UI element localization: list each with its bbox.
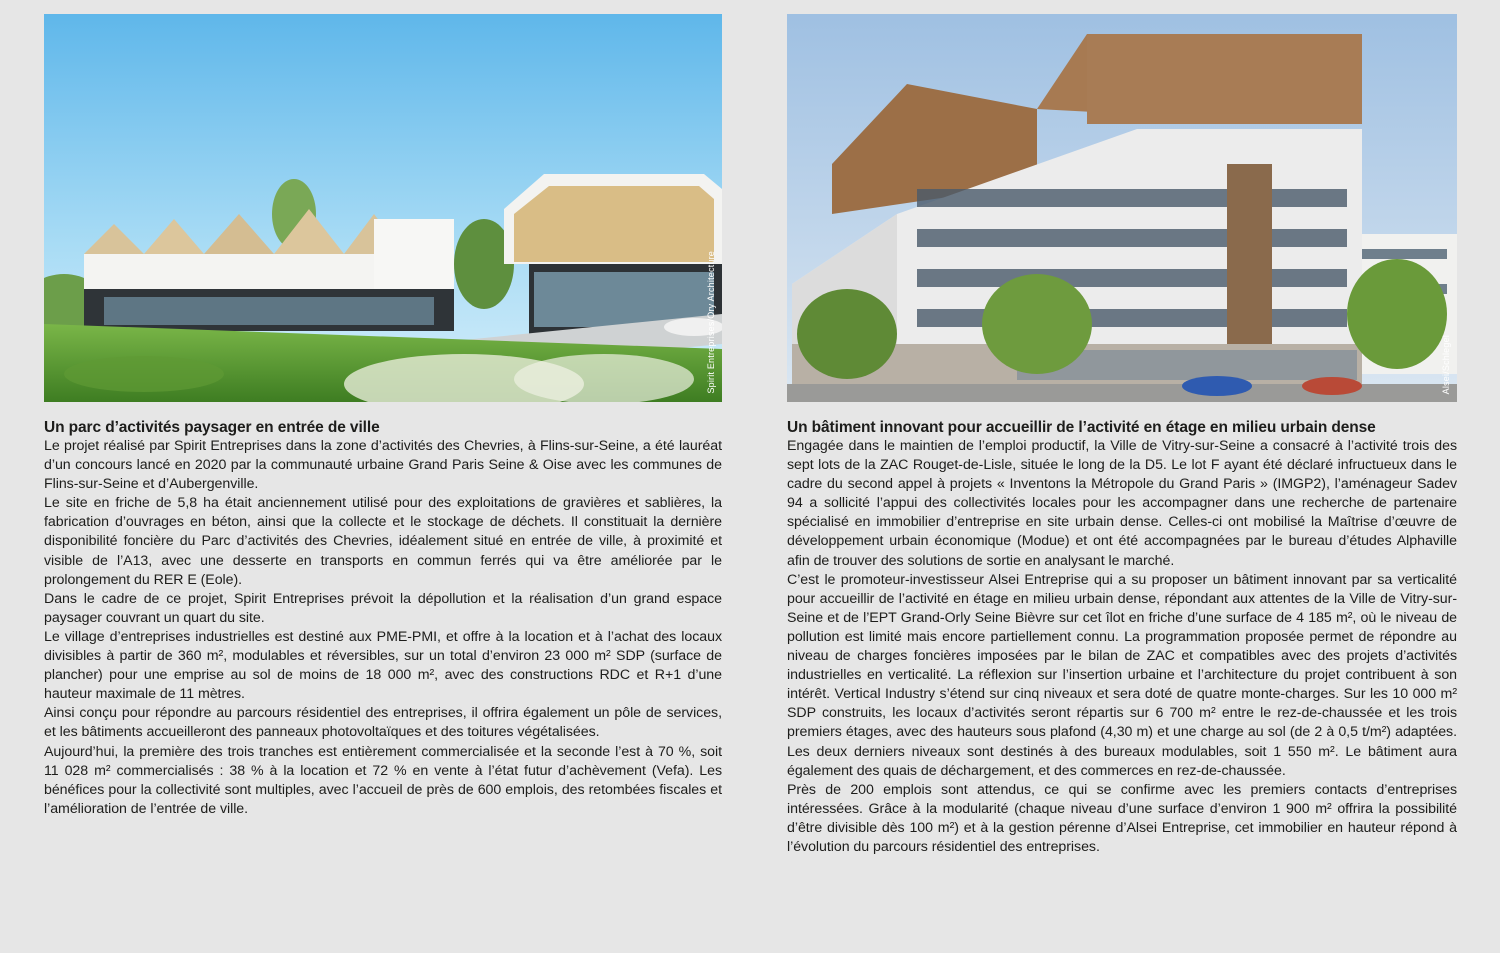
right-article — [787, 14, 1457, 857]
photo-credit: Spirit Entreprises/Ory Architecture — [706, 251, 716, 394]
vertical-industry-rendering — [787, 14, 1457, 402]
article-title: Un parc d’activités paysager en entrée de ville — [44, 419, 380, 436]
paragraph: Le projet réalisé par Spirit Entreprises dans la zone d’activités des Chevries, à Flins-sur-Seine, a été lauréat d’un concours lancé en 2020 par la communauté urbaine Grand Paris Seine & Oise avec les communes de Flins-sur-Seine et d’Aubergenville. — [44, 438, 722, 493]
business-park-rendering — [44, 14, 722, 402]
urban-building-illustration — [787, 14, 1457, 402]
paragraph: Dans le cadre de ce projet, Spirit Entreprises prévoit la dépollution et la réalisation d’un grand espace paysager couvrant un quart du site. — [44, 590, 722, 626]
article-title: Un bâtiment innovant pour accueillir de l’activité en étage en milieu urbain dense — [787, 419, 1376, 436]
paragraph: C’est le promoteur-investisseur Alsei Entreprise qui a su proposer un bâtiment innovant par sa verticalité pour accueillir de l’activité en étage en milieu urbain dense, répondant aux attentes de la Ville de Vitry-sur-Seine et de l’EPT Grand-Orly Seine Bièvre sur cet îlot en friche d’une surface de 4 185 m², où le niveau de pollution est limité mais encore partiellement connu. La programmation proposée permet de répondre au niveau de charges foncières imposées par le bilan de ZAC et compatibles avec des projets d’activités industrielles en verticalité. La réflexion sur l’insertion urbaine et l’architecture du projet contribuent à son intérêt. Vertical Industry s’étend sur cinq niveaux et sera doté de quatre monte-charges. Sur les 10 000 m² SDP construits, les locaux d’activités seront répartis sur 6 700 m² entre le rez-de-chaussée et les trois premiers étages, avec des hauteurs sous plafond (4,30 m) et une charge au sol (de 2 à 0,5 t/m²) adaptées. Les deux derniers niveaux sont destinés à des bureaux modulables, soit 1 550 m². Le bâtiment aura également des quais de déchargement, et des commerces en rez-de-chaussée. — [787, 571, 1457, 779]
paragraph: Ainsi conçu pour répondre au parcours résidentiel des entreprises, il offrira également un pôle de services, et les bâtiments accueilleront des panneaux photovoltaïques et des toitures végétalisées. — [44, 705, 722, 741]
paragraph: Près de 200 emplois sont attendus, ce qui se confirme avec les premiers contacts d’entreprises intéressées. Grâce à la modularité (chaque niveau d’une surface d’environ 1 900 m² offrira la possibilité d’être divisible dès 100 m²) et à la gestion pérenne d’Alsei Entreprise, cet immobilier en hauteur répond à l’évolution du parcours résidentiel des entreprises. — [787, 781, 1457, 855]
business-park-illustration — [44, 14, 722, 402]
left-article — [44, 14, 722, 819]
paragraph: Le site en friche de 5,8 ha était anciennement utilisé pour des exploitations de gravières et sablières, la fabrication d’ouvrages en béton, ainsi que la collecte et le stockage de déchets. Il constituait la dernière disponibilité foncière du Parc d’activités des Chevries, idéalement situé en entrée de ville, à proximité et visible de l’A13, avec une desserte en transports en commun ferrés qui va être améliorée par le prolongement du RER E (Eole). — [44, 495, 722, 588]
photo-credit: Alsei/Schlegel — [1441, 334, 1451, 394]
paragraph: Aujourd’hui, la première des trois tranches est entièrement commercialisée et la seconde l’est à 70 %, soit 11 028 m² commercialisés : 38 % à la location et 72 % en vente à l’état futur d’achèvement (Vefa). Les bénéfices pour la collectivité sont multiples, avec l’accueil de près de 600 emplois, des retombées fiscales et l’amélioration de l’entrée de ville. — [44, 743, 722, 817]
paragraph: Engagée dans le maintien de l’emploi productif, la Ville de Vitry-sur-Seine a consacré à l’activité trois des sept lots de la ZAC Rouget-de-Lisle, située le long de la D5. Le lot F ayant été déclaré infructueux dans le cadre du second appel à projets « Inventons la Métropole du Grand Paris » (IMGP2), l’aménageur Sadev 94 a sollicité l’appui des collectivités locales pour les accompagner dans une recherche de partenaire spécialisé en immobilier d’entreprise en site urbain dense. Celles-ci ont mobilisé la Maîtrise d’œuvre de développement urbain économique (Modue) et ont été accompagnées par le bureau d’études Alphaville afin de trouver des solutions de sortie en analysant le marché. — [787, 438, 1457, 569]
paragraph: Le village d’entreprises industrielles est destiné aux PME-PMI, et offre à la location et à l’achat des locaux divisibles à partir de 360 m², modulables et réversibles, sur un total d’environ 23 000 m² SDP (surface de plancher) pour une emprise au sol de moins de 18 000 m², avec des constructions RDC et R+1 d’une hauteur maximale de 11 mètres. — [44, 628, 722, 703]
